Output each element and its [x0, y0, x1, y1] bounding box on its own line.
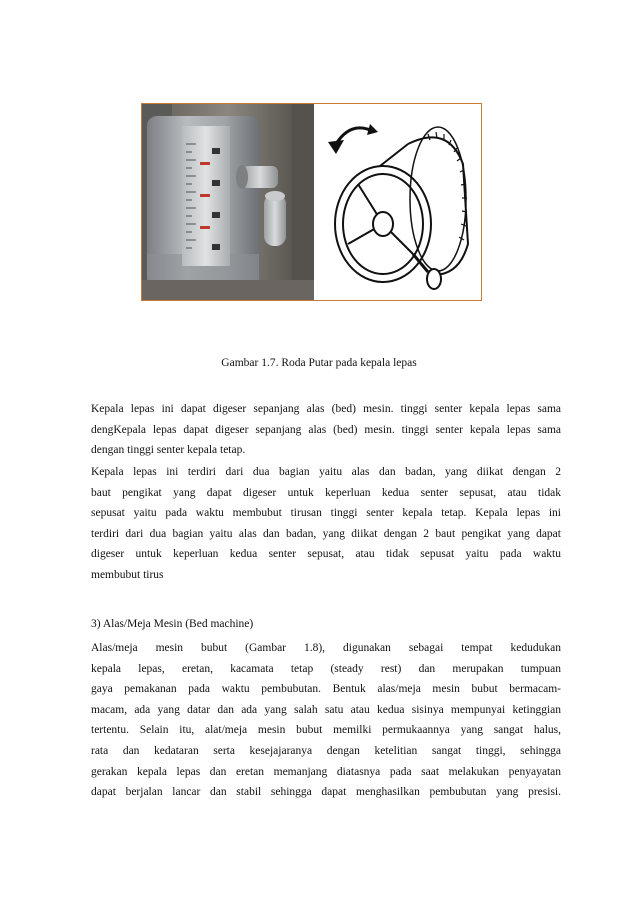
paragraph-line: gaya pemakanan pada waktu pembubutan. Bentuk alas/meja mesin bubut bermacam- [91, 683, 561, 696]
figure-frame [141, 103, 482, 301]
paragraph-1 [91, 399, 561, 461]
handwheel-drawing [318, 104, 481, 300]
paragraph-line: kepala lepas, eretan, kacamata tetap (steady rest) dan merupakan tumpuan [91, 662, 561, 675]
paragraph-2 [91, 462, 561, 586]
paragraph-line: Alas/meja mesin bubut (Gambar 1.8), digunakan sebagai tempat kedudukan [91, 642, 561, 654]
paragraph-line: tertentu. Selain itu, alat/meja mesin bubut memilki permukaannya yang sangat halus, [91, 724, 561, 737]
paragraph-line: dapat berjalan lancar dan stabil sehingga dapat menghasilkan pembubutan yang presisi. [91, 786, 561, 799]
paragraph-line: Kepala lepas ini dapat digeser sepanjang alas (bed) mesin. tinggi senter kepala lepas sama [91, 403, 561, 415]
section-heading [91, 614, 561, 635]
paragraph-line: Kepala lepas ini terdiri dari dua bagian yaitu alas dan badan, yang diikat dengan 2 [91, 466, 561, 478]
tailstock-photo [142, 104, 314, 300]
paragraph-line: membubut tirus [91, 568, 164, 581]
paragraph-line: baut pengikat yang dapat digeser untuk keperluan kedua senter sepusat, atau tidak [91, 486, 561, 499]
figure-caption: Gambar 1.7. Roda Putar pada kepala lepas [221, 357, 417, 369]
paragraph-line: digeser untuk keperluan kedua senter sepusat, atau tidak sepusat yaitu pada waktu [91, 548, 561, 561]
paragraph-3 [91, 638, 561, 803]
paragraph-line: dengKepala lepas dapat digeser sepanjang alas (bed) mesin. tinggi senter kepala lepas sama [91, 423, 561, 436]
paragraph-line: terdiri dari dua bagian yaitu alas dan badan, yang diikat dengan 2 baut pengikat yang dapat [91, 527, 561, 540]
section-heading-text: 3) Alas/Meja Mesin (Bed machine) [91, 618, 254, 630]
paragraph-line: gerakan kepala lepas dan eretan memanjang diatasnya pada saat melakukan penyayatan [91, 765, 561, 778]
paragraph-line: dengan tinggi senter kepala tetap. [91, 444, 246, 457]
paragraph-line: macam, ada yang datar dan ada yang salah satu atau kedua sisinya mempunyai ketinggian [91, 703, 561, 716]
paragraph-line: sepusat yaitu pada waktu membubut tirusan tinggi senter kepala tetap. Kepala lepas ini [91, 507, 561, 520]
paragraph-line: rata dan kedataran serta kesejajaranya dengan ketelitian sangat tinggi, sehingga [91, 744, 561, 757]
